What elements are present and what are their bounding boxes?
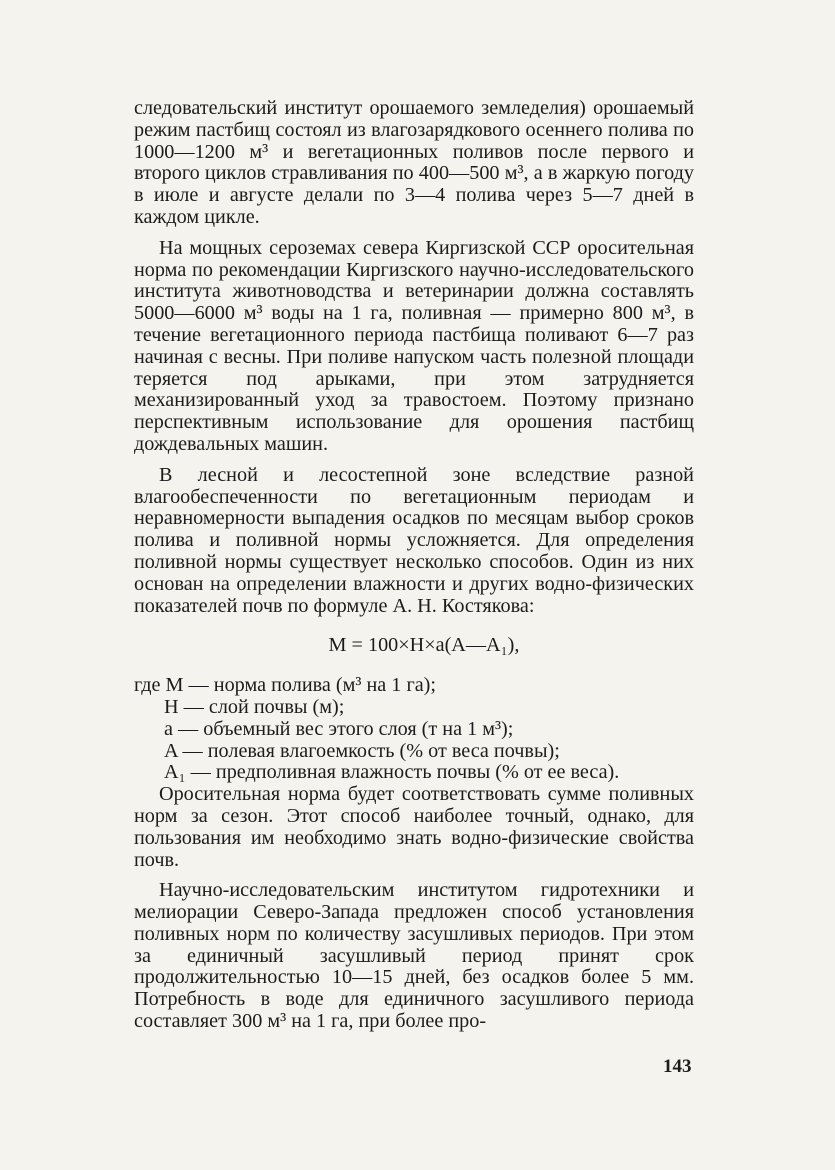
- paragraph-2: На мощных сероземах севера Киргизской ССР оросительная норма по рекомендации Киргизского научно-исследовательского института животноводства и ветеринарии должна составлять 5000—6000 м³ воды на 1 га, поливная — примерно 800 м³, в течение вегетационного периода пастбища поливают 6—7 раз начиная с весны. При поливе напуском часть полезной площади теряется под арыками, при этом затрудняется механизированный уход за травостоем. Поэтому признано перспективным использование для орошения пастбищ дождевальных машин.: [134, 236, 694, 455]
- paragraph-1: следовательский институт орошаемого земледелия) орошаемый режим пастбищ состоял из влагозарядкового осеннего полива по 1000—1200 м³ и вегетационных поливов после первого и второго циклов стравливания по 400—500 м³, а в жаркую погоду в июле и августе делали по 3—4 полива через 5—7 дней в каждом цикле.: [134, 97, 694, 228]
- legend-item-a: a — объемный вес этого слоя (т на 1 м³);: [164, 717, 514, 740]
- paragraph-3: В лесной и лесостепной зоне вследствие разной влагообеспеченности по вегетационным периодам и неравномерности выпадения осадков по месяцам выбор сроков полива и поливной нормы усложняется. Для определения поливной нормы существует несколько способов. Один из них основан на определении влажности и других водно-физических показателей почв по формуле А. Н. Костякова:: [134, 463, 694, 617]
- legend-item-pre-irrigation-moisture: A₁ — предполивная влажность почвы (% от ее веса).: [164, 761, 620, 784]
- kostyakov-formula: M = 100×H×a(A—A₁),: [328, 634, 520, 657]
- paragraph-4: Оросительная норма будет соответствовать сумме поливных норм за сезон. Этот способ наиболее точный, однако, для пользования им необходимо знать водно-физические свойства почв.: [134, 783, 694, 871]
- legend-item-m: где M — норма полива (м³ на 1 га);: [134, 674, 437, 697]
- page-number: 143: [663, 1056, 692, 1077]
- formula-legend: [134, 675, 694, 784]
- legend-item-h: H — слой почвы (м);: [164, 695, 345, 718]
- legend-item-field-capacity: A — полевая влагоемкость (% от веса почвы);: [164, 739, 560, 762]
- paragraph-5: Научно-исследовательским институтом гидротехники и мелиорации Северо-Запада предложен способ установления поливных норм по количеству засушливых периодов. При этом за единичный засушливый период принят срок продолжительностью 10—15 дней, без осадков более 5 мм. Потребность в воде для единичного засушливого периода составляет 300 м³ на 1 га, при более про-: [134, 879, 694, 1033]
- page-text: [134, 98, 694, 1033]
